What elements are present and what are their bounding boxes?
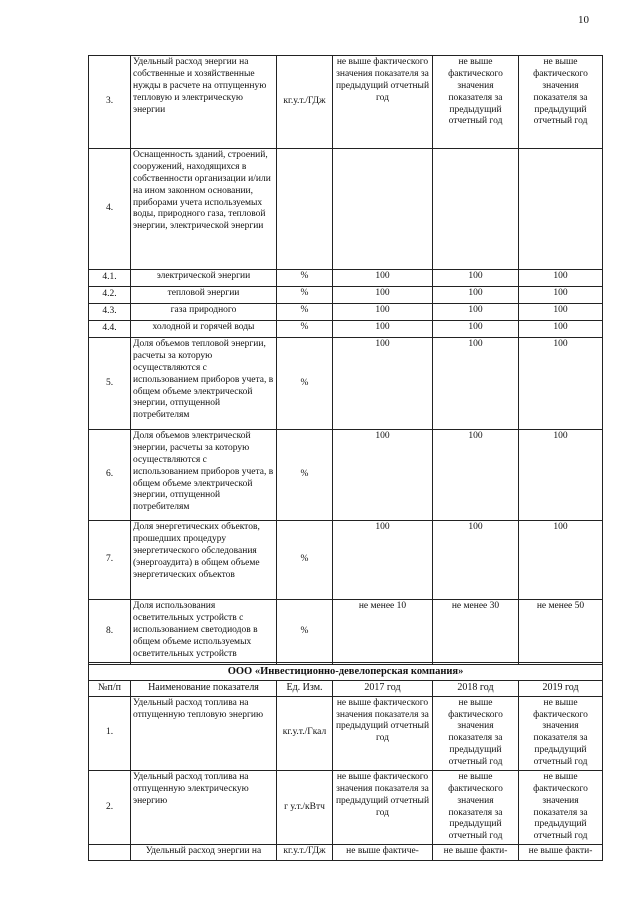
table-row	[89, 270, 603, 287]
indicator-name: Доля использования осветительных устройств с использованием светодиодов в общем объеме используемых осветительных устройств	[131, 600, 277, 665]
value-2018: 100	[433, 304, 519, 321]
table-row	[89, 338, 603, 430]
indicator-name: Удельный расход топлива на отпущенную электрическую энергию	[131, 770, 277, 844]
value-2018: 100	[433, 338, 519, 430]
value-2018: не выше фактического значения показателя за предыдущий отчетный год	[433, 56, 519, 149]
value-2019	[519, 149, 603, 270]
row-number: 4.	[89, 149, 131, 270]
indicators-table-continued	[88, 55, 603, 665]
table-row	[89, 845, 603, 861]
value-2018: 100	[433, 287, 519, 304]
value-2017: не выше фактиче-	[333, 845, 433, 861]
row-number	[89, 845, 131, 861]
org-title: ООО «Инвестиционно-девелоперская компания»	[89, 663, 603, 681]
indicator-name: Удельный расход энергии на собственные и хозяйственные нужды в расчете на отпущенную тепловую и электрическую энергии	[131, 56, 277, 149]
value-2019: 100	[519, 521, 603, 600]
indicators-table-org	[88, 662, 603, 861]
unit-cell: кг.у.т./ГДж	[277, 56, 333, 149]
value-2018: не менее 30	[433, 600, 519, 665]
row-number: 6.	[89, 430, 131, 521]
value-2019: 100	[519, 430, 603, 521]
row-number: 2.	[89, 770, 131, 844]
value-2018: 100	[433, 270, 519, 287]
row-number: 1.	[89, 696, 131, 770]
unit-cell: %	[277, 304, 333, 321]
table-row	[89, 521, 603, 600]
value-2019: не выше фактического значения показателя за предыдущий отчетный год	[519, 770, 603, 844]
value-2017: 100	[333, 430, 433, 521]
value-2017: 100	[333, 321, 433, 338]
value-2019: не выше фактического значения показателя за предыдущий отчетный год	[519, 56, 603, 149]
value-2017: не выше фактического значения показателя за предыдущий отчетный год	[333, 696, 433, 770]
unit-cell: %	[277, 338, 333, 430]
table-row	[89, 321, 603, 338]
unit-cell: %	[277, 321, 333, 338]
table-row	[89, 430, 603, 521]
row-number: 4.1.	[89, 270, 131, 287]
header-num: №п/п	[89, 681, 131, 697]
value-2019: 100	[519, 338, 603, 430]
value-2019: 100	[519, 270, 603, 287]
header-2017: 2017 год	[333, 681, 433, 697]
value-2017	[333, 149, 433, 270]
unit-cell: %	[277, 521, 333, 600]
value-2018: не выше фактического значения показателя за предыдущий отчетный год	[433, 696, 519, 770]
indicator-name: тепловой энергии	[131, 287, 277, 304]
value-2017: 100	[333, 338, 433, 430]
header-2018: 2018 год	[433, 681, 519, 697]
header-unit: Ед. Изм.	[277, 681, 333, 697]
indicator-name: Доля энергетических объектов, прошедших процедуру энергетического обследования (энергоаудита) в общем объеме энергетических объектов	[131, 521, 277, 600]
value-2019: 100	[519, 321, 603, 338]
unit-cell: %	[277, 600, 333, 665]
value-2017: 100	[333, 270, 433, 287]
indicator-name: Удельный расход энергии на	[131, 845, 277, 861]
value-2017: не выше фактического значения показателя за предыдущий отчетный год	[333, 56, 433, 149]
value-2018: 100	[433, 521, 519, 600]
indicator-name: Оснащенность зданий, строений, сооружений, находящихся в собственности организации и/или на ином законном основании, приборами учета используемых воды, природного газа, тепловой энергии, электрической энергии	[131, 149, 277, 270]
unit-cell: г у.т./кВтч	[277, 770, 333, 844]
page-number: 10	[578, 14, 589, 26]
value-2018	[433, 149, 519, 270]
indicator-name: холодной и горячей воды	[131, 321, 277, 338]
value-2019: не выше факти-	[519, 845, 603, 861]
header-name: Наименование показателя	[131, 681, 277, 697]
row-number: 5.	[89, 338, 131, 430]
table-row	[89, 56, 603, 149]
unit-cell: кг.у.т./Гкал	[277, 696, 333, 770]
unit-cell: %	[277, 270, 333, 287]
row-number: 4.2.	[89, 287, 131, 304]
value-2018: 100	[433, 430, 519, 521]
value-2017: не выше фактического значения показателя за предыдущий отчетный год	[333, 770, 433, 844]
unit-cell	[277, 149, 333, 270]
table-row	[89, 600, 603, 665]
value-2017: 100	[333, 304, 433, 321]
value-2017: не менее 10	[333, 600, 433, 665]
unit-cell: %	[277, 287, 333, 304]
value-2018: не выше факти-	[433, 845, 519, 861]
indicator-name: электрической энергии	[131, 270, 277, 287]
indicator-name: Доля объемов электрической энергии, расчеты за которую осуществляются с использованием приборов учета, в общем объеме электрической энергии, отпущенной потребителям	[131, 430, 277, 521]
unit-cell: кг.у.т./ГДж	[277, 845, 333, 861]
table-row	[89, 696, 603, 770]
header-row	[89, 681, 603, 697]
value-2018: не выше фактического значения показателя за предыдущий отчетный год	[433, 770, 519, 844]
row-number: 4.3.	[89, 304, 131, 321]
unit-cell: %	[277, 430, 333, 521]
header-2019: 2019 год	[519, 681, 603, 697]
indicator-name: Удельный расход топлива на отпущенную тепловую энергию	[131, 696, 277, 770]
value-2019: не менее 50	[519, 600, 603, 665]
value-2017: 100	[333, 521, 433, 600]
value-2019: не выше фактического значения показателя за предыдущий отчетный год	[519, 696, 603, 770]
table-row	[89, 287, 603, 304]
table-row	[89, 770, 603, 844]
value-2019: 100	[519, 304, 603, 321]
table-row	[89, 304, 603, 321]
row-number: 8.	[89, 600, 131, 665]
table-row	[89, 149, 603, 270]
row-number: 7.	[89, 521, 131, 600]
indicator-name: Доля объемов тепловой энергии, расчеты за которую осуществляются с использованием приборов учета, в общем объеме электрической энергии, отпущенной потребителям	[131, 338, 277, 430]
value-2018: 100	[433, 321, 519, 338]
row-number: 4.4.	[89, 321, 131, 338]
indicator-name: газа природного	[131, 304, 277, 321]
value-2017: 100	[333, 287, 433, 304]
value-2019: 100	[519, 287, 603, 304]
row-number: 3.	[89, 56, 131, 149]
